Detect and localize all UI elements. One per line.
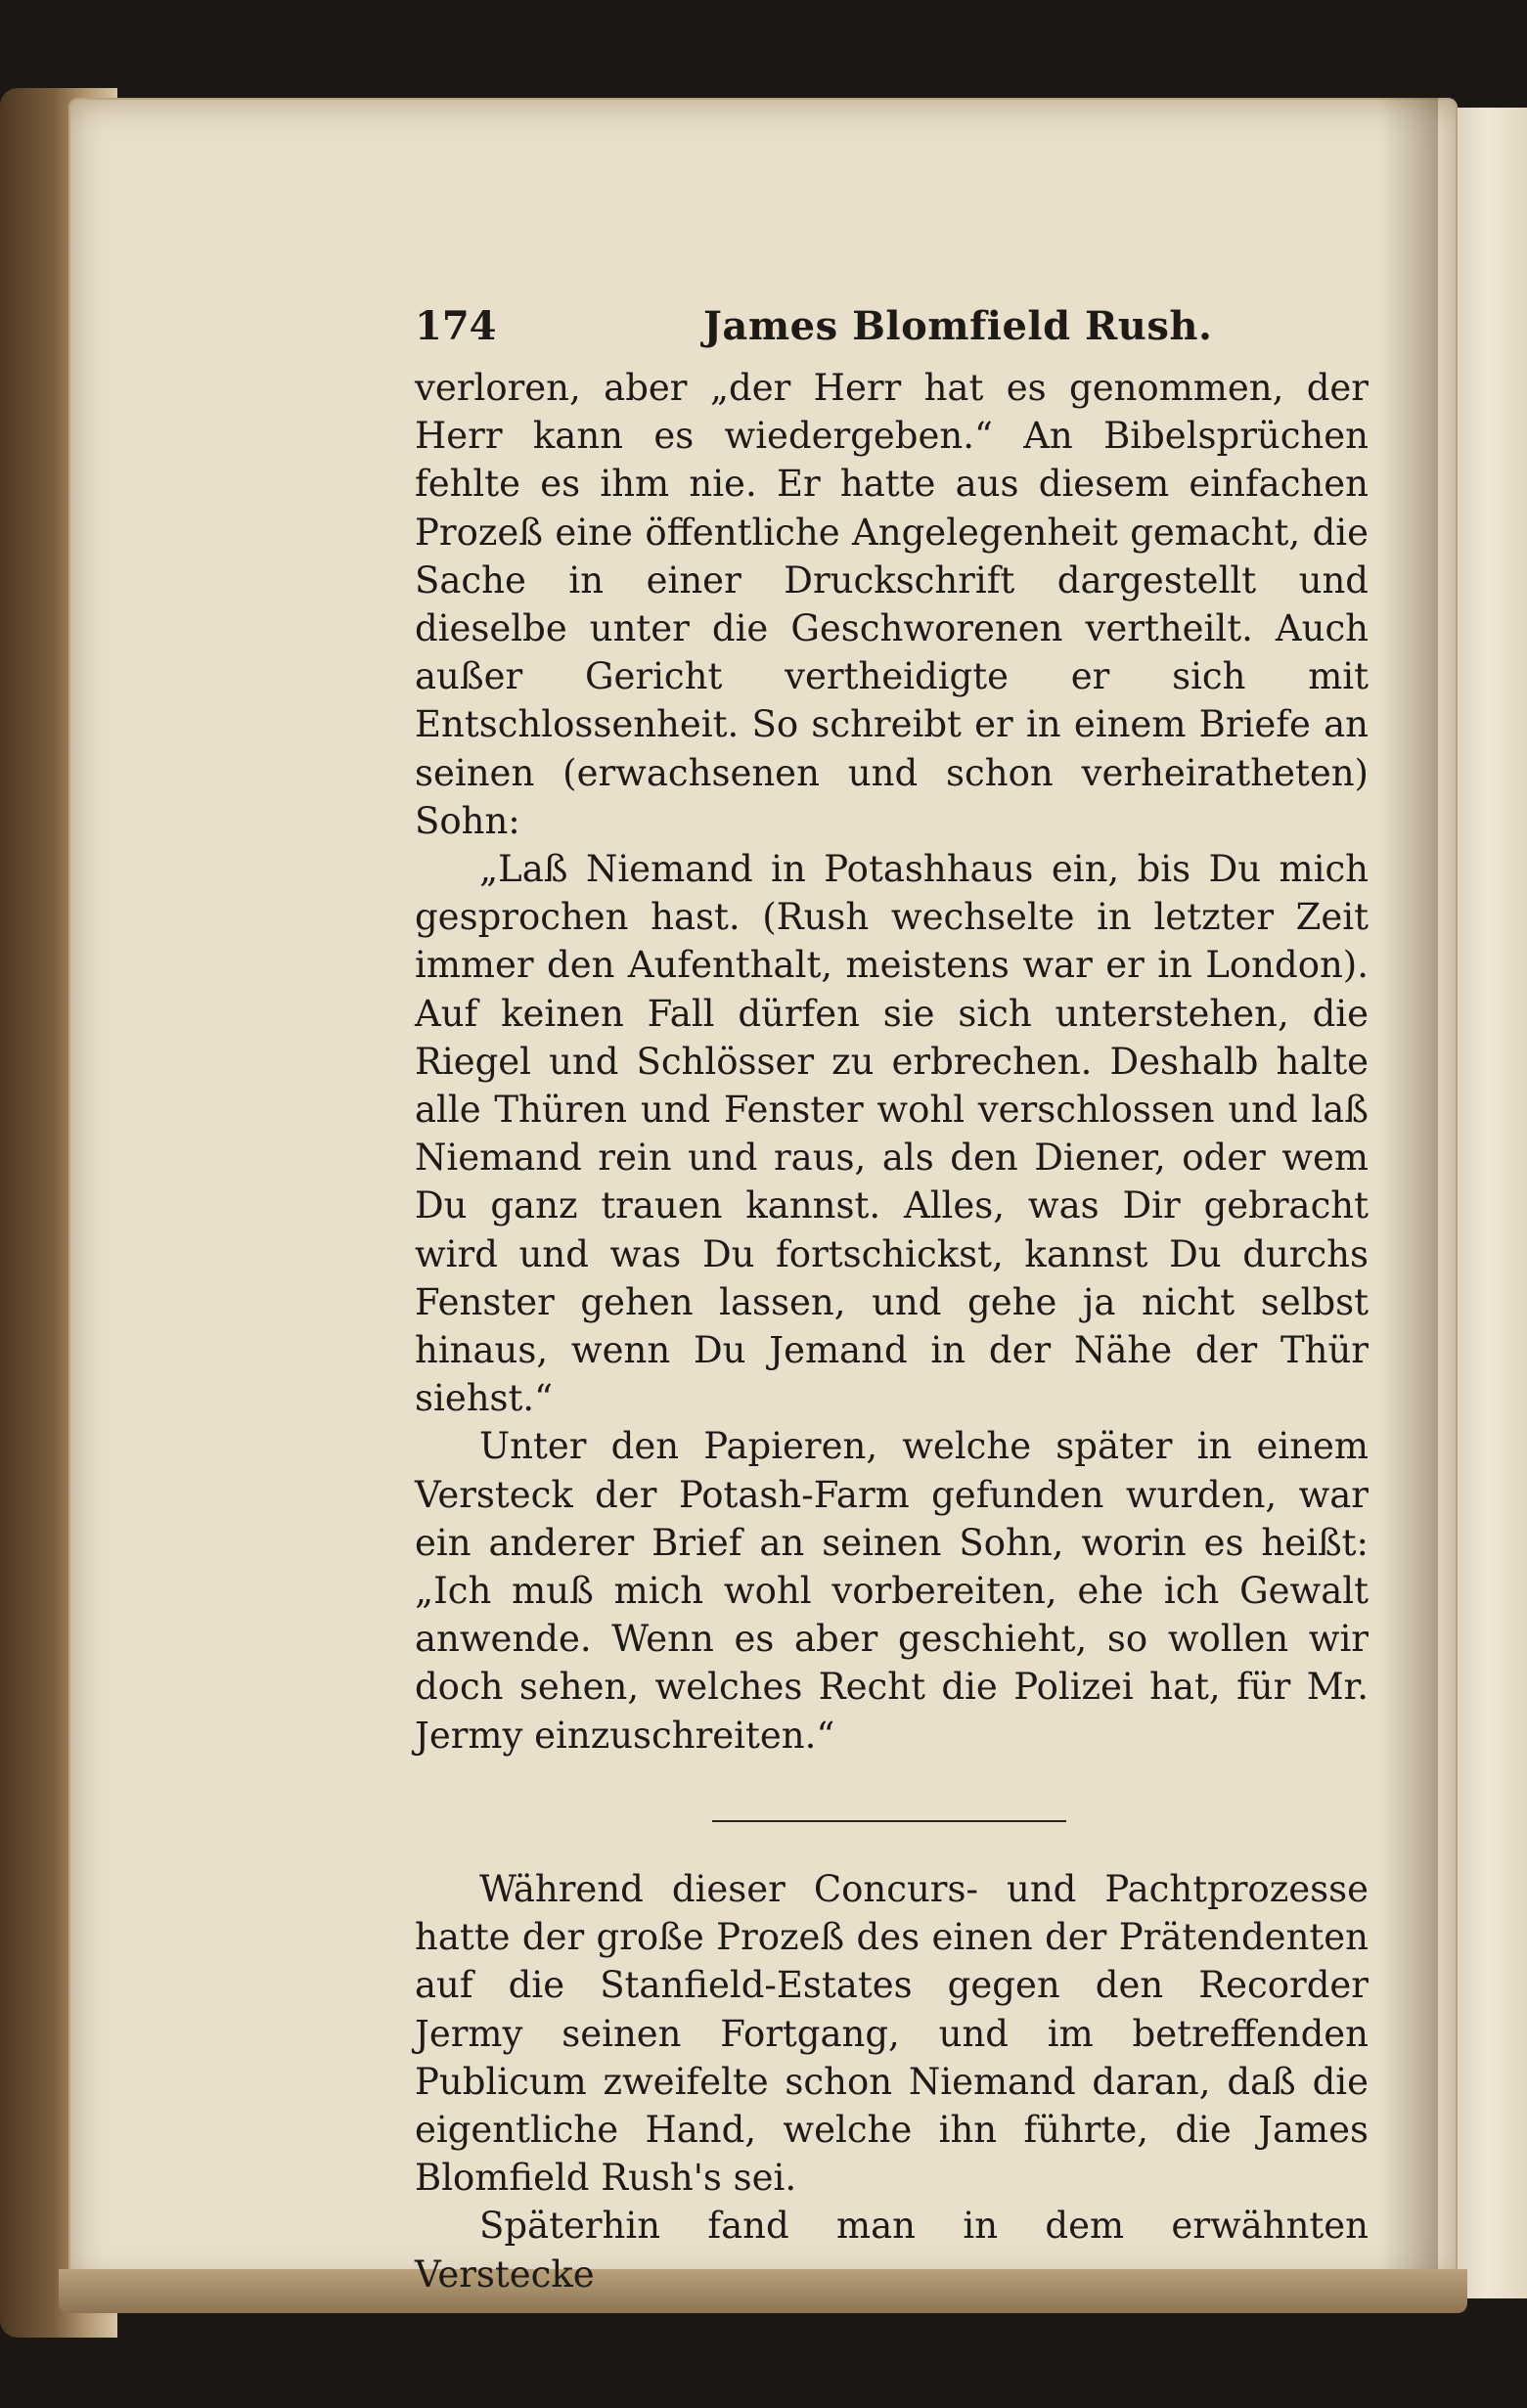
running-head: James Blomfield Rush.	[703, 303, 1213, 349]
page-content	[415, 303, 1369, 2298]
paragraph-2: „Laß Niemand in Potashhaus ein, bis Du mich gesprochen hast. (Rush wechselte in letzter Zeit immer den Aufenthalt, meistens war er in London). Auf keinen Fall dürfen sie sich unterstehen, die Riegel und Schlösser zu erbrechen. Deshalb halte alle Thüren und Fenster wohl verschlossen und laß Niemand rein und raus, als den Diener, oder wem Du ganz trauen kannst. Alles, was Dir gebracht wird und was Du fortschickst, kannst Du durchs Fenster gehen lassen, und gehe ja nicht selbst hinaus, wenn Du Jemand in der Nähe der Thür siehst.“	[415, 848, 1369, 1420]
page-header	[415, 303, 1369, 364]
section-divider	[712, 1820, 1066, 1822]
page-number: 174	[415, 303, 497, 349]
paragraph-3: Unter den Papieren, welche später in einem Versteck der Potash-Farm gefunden wurden, war ein anderer Brief an seinen Sohn, worin es heißt: „Ich muß mich wohl vorbereiten, ehe ich Gewalt anwende. Wenn es aber geschieht, so wollen wir doch sehen, welches Recht die Polizei hat, für Mr. Jermy einzuschreiten.“	[415, 1425, 1369, 1757]
paragraph-1: verloren, aber „der Herr hat es genommen, der Herr kann es wiedergeben.“ An Bibelsprüchen fehlte es ihm nie. Er hatte aus diesem einfachen Prozeß eine öffentliche Angelegenheit gemacht, die Sache in einer Druckschrift dargestellt und dieselbe unter die Geschworenen vertheilt. Auch außer Gericht vertheidigte er sich mit Entschlossenheit. So schreibt er in einem Briefe an seinen (erwachsenen und schon verheiratheten) Sohn:	[415, 367, 1369, 842]
paragraph-4: Während dieser Concurs- und Pachtprozesse hatte der große Prozeß des einen der Prätendenten auf die Stanfield-Estates gegen den Recorder Jermy seinen Fortgang, und im betreffenden Publicum zweifelte schon Niemand daran, daß die eigentliche Hand, welche ihn führte, die James Blomfield Rush's sei.	[415, 1867, 1369, 2200]
paragraph-5: Späterhin fand man in dem erwähnten Verstecke	[415, 2205, 1369, 2296]
gutter-shadow	[1379, 98, 1438, 2289]
